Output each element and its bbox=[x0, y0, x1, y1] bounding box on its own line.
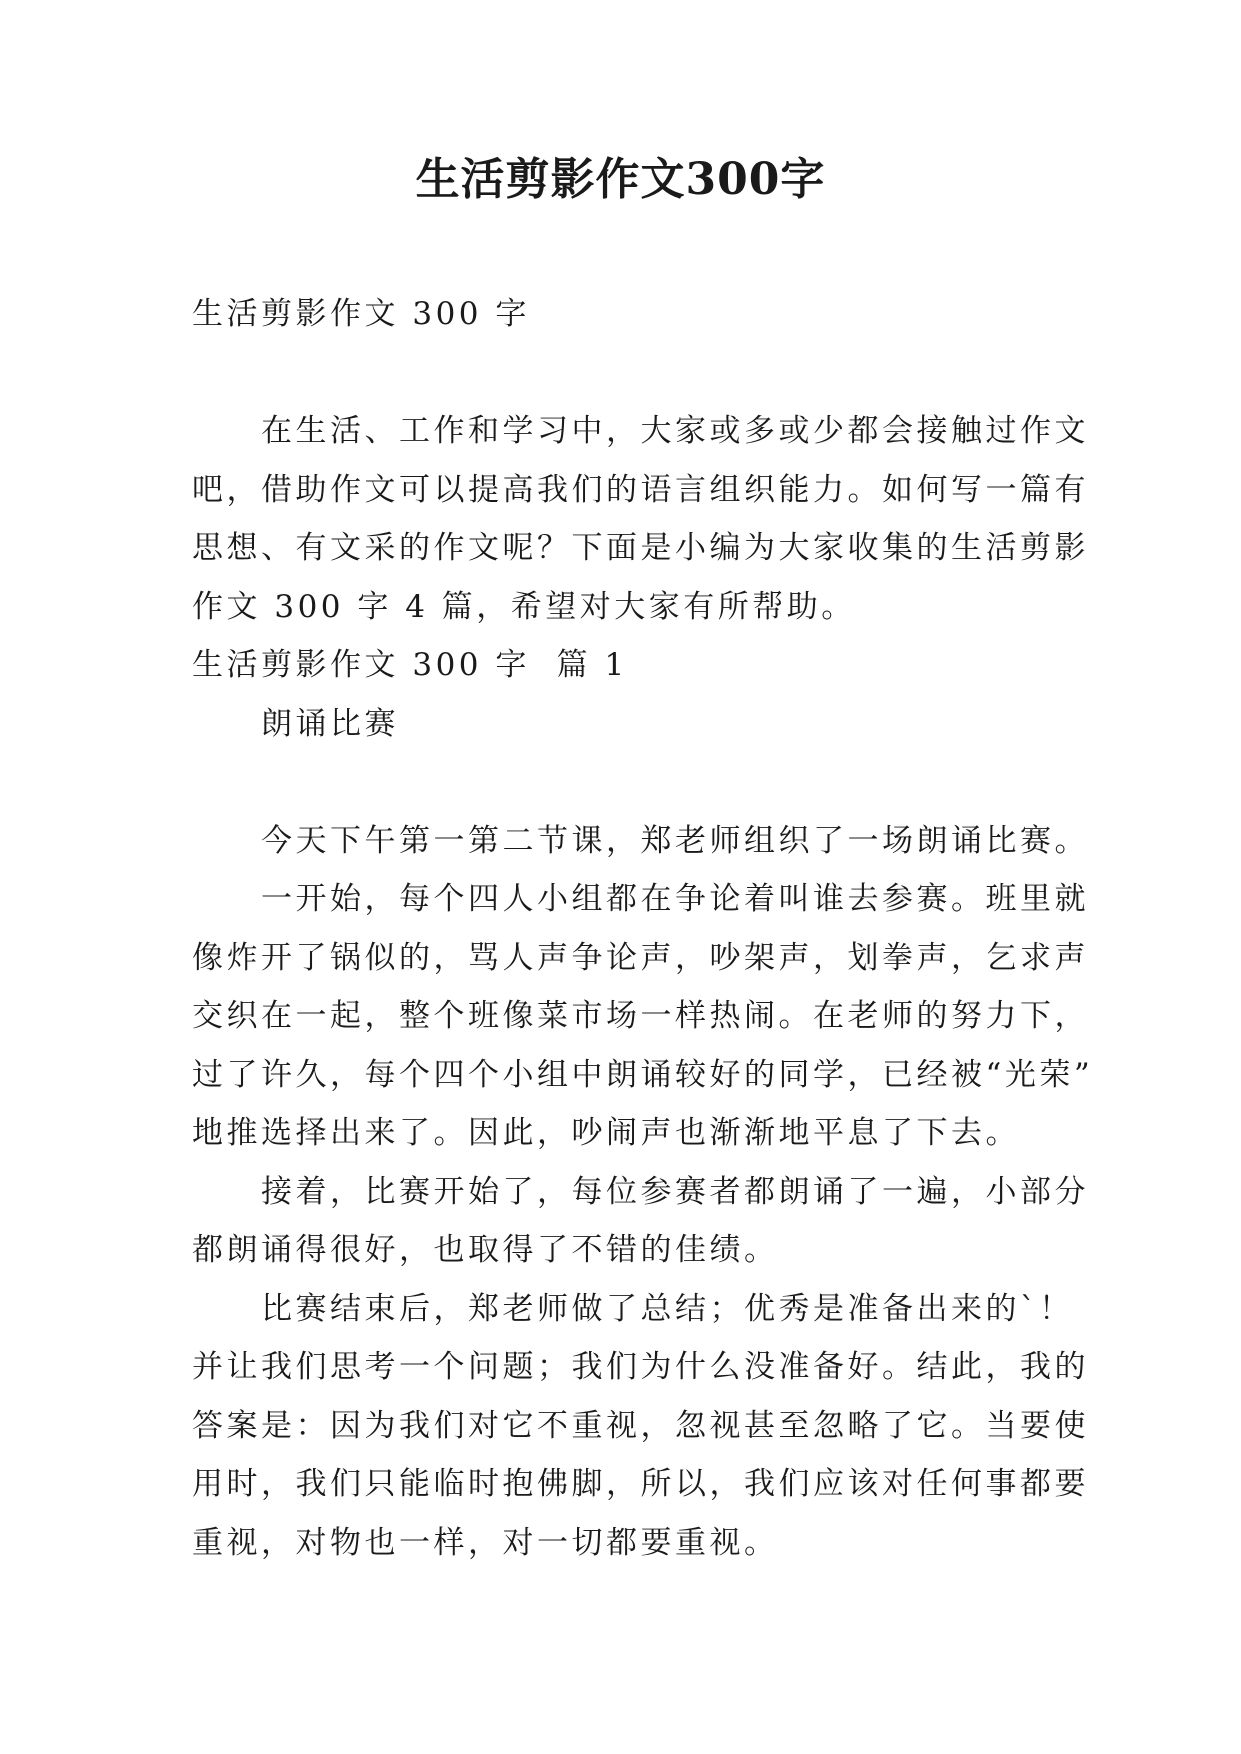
intro-line: 思想、有文采的作文呢？下面是小编为大家收集的生活剪影 bbox=[192, 530, 1089, 566]
paragraph-line: 过了许久，每个四个小组中朗诵较好的同学，已经被“光荣” bbox=[192, 1056, 1094, 1093]
document-title: 生活剪影作文300字 bbox=[415, 154, 826, 205]
paragraph-line: 今天下午第一第二节课，郑老师组织了一场朗诵比赛。 bbox=[192, 822, 1089, 859]
intro-line: 在生活、工作和学习中，大家或多或少都会接触过作文 bbox=[192, 413, 1089, 449]
paragraph-line: 用时，我们只能临时抱佛脚，所以，我们应该对任何事都要 bbox=[192, 1466, 1089, 1502]
intro-line: 作文 300 字 4 篇，希望对大家有所帮助。 bbox=[192, 588, 856, 625]
paragraph-line: 答案是：因为我们对它不重视，忽视甚至忽略了它。当要使 bbox=[192, 1407, 1089, 1444]
paragraph-line: 并让我们思考一个问题；我们为什么没准备好。结此，我的 bbox=[192, 1349, 1089, 1385]
blank-line bbox=[192, 753, 1062, 812]
essay-title: 朗诵比赛 bbox=[192, 705, 399, 742]
paragraph-line: 一开始，每个四人小组都在争论着叫谁去参赛。班里就 bbox=[192, 881, 1089, 917]
document-subtitle: 生活剪影作文 300 字 bbox=[192, 296, 530, 332]
paragraph-line: 像炸开了锅似的，骂人声争论声，吵架声，划拳声，乞求声 bbox=[192, 939, 1089, 976]
intro-line: 吧，借助作文可以提高我们的语言组织能力。如何写一篇有 bbox=[192, 471, 1089, 508]
paragraph-line: 重视，对物也一样，对一切都要重视。 bbox=[192, 1524, 779, 1561]
paragraph-line: 地推选择出来了。因此，吵闹声也渐渐地平息了下去。 bbox=[192, 1115, 1020, 1151]
paragraph-line: 都朗诵得很好，也取得了不错的佳绩。 bbox=[192, 1232, 779, 1268]
blank-line bbox=[192, 344, 1062, 403]
paragraph-line: 交织在一起，整个班像菜市场一样热闹。在老师的努力下， bbox=[192, 998, 1089, 1034]
paragraph-line: 比赛结束后，郑老师做了总结；优秀是准备出来的`！ bbox=[192, 1290, 1074, 1327]
section-heading: 生活剪影作文 300 字 篇 1 bbox=[192, 647, 628, 683]
paragraph-line: 接着，比赛开始了，每位参赛者都朗诵了一遍，小部分 bbox=[192, 1173, 1089, 1210]
document-body bbox=[192, 285, 1094, 1572]
